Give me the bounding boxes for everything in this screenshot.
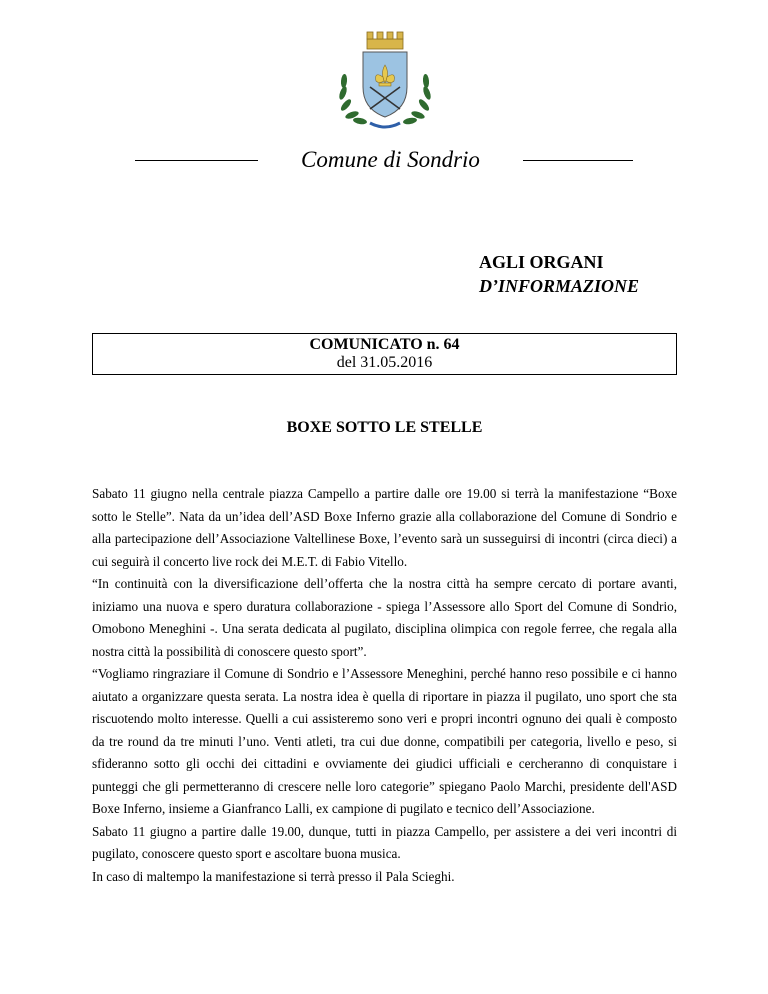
body-paragraph: Sabato 11 giugno nella centrale piazza Campello a partire dalle ore 19.00 si terrà la manifestazione “Boxe sotto le Stelle”. Nata da un’idea dell’ASD Boxe Inferno grazie alla collaborazione del Comune di Sondrio e alla partecipazione dell’Associazione Valtellinese Boxe, l’evento sarà un susseguirsi di incontri (circa dieci) a cui seguirà il concerto live rock dei M.E.T. di Fabio Vitello. (92, 486, 677, 569)
municipality-name: Comune di Sondrio (301, 147, 480, 172)
municipal-crest-icon (330, 25, 440, 135)
crown (367, 32, 403, 49)
press-release-title: BOXE SOTTO LE STELLE (286, 419, 483, 436)
recipient-line-1: AGLI ORGANI (479, 252, 604, 272)
notice-date: del 31.05.2016 (336, 354, 433, 371)
body-paragraph: “In continuità con la diversificazione dell’offerta che la nostra città ha sempre cercato di portare avanti, iniziamo una nuova e spero duratura collaborazione - spiega l’Assessore allo Sport del Comune di Sondrio, Omobono Meneghini -. Una serata dedicata al pugilato, disciplina olimpica con regole ferree, che regala alla nostra città la possibilità di conoscere questo sport”. (92, 576, 677, 659)
body-paragraph: Sabato 11 giugno a partire dalle 19.00, dunque, tutti in piazza Campello, per assistere a dei veri incontri di pugilato, conoscere questo sport e ascoltare buona musica. (92, 823, 677, 861)
body-paragraph: “Vogliamo ringraziare il Comune di Sondrio e l’Assessore Meneghini, perché hanno reso possibile e ci hanno aiutato a organizzare questa serata. La nostra idea è quella di riportare in piazza il pugilato, uno sport che sta riscuotendo molto interesse. Quelli a cui assisteremo sono veri e propri incontri ognuno dei quali è composto da tre round da tre minuti l’uno. Venti atleti, tra cui due donne, compatibili per categoria, livello e peso, si sfideranno sotto gli occhi dei cittadini e ovviamente dei giudici ufficiali e cercheranno di conquistare i punteggi che gli permetteranno di crescere nelle loro categorie” spiegano Paolo Marchi, presidente dell'ASD Boxe Inferno, insieme a Gianfranco Lalli, ex campione di pugilato e tecnico dell’Associazione. (92, 666, 677, 816)
recipient-line-2: D’INFORMAZIONE (479, 276, 640, 296)
notice-number: COMUNICATO n. 64 (309, 336, 460, 353)
press-release-body (92, 483, 677, 888)
body-paragraph: In caso di maltempo la manifestazione si terrà presso il Pala Scieghi. (92, 868, 455, 884)
notice-box (92, 333, 677, 375)
recipient-block (479, 250, 639, 298)
header-rule-left (135, 160, 258, 161)
header-rule-right (523, 160, 633, 161)
